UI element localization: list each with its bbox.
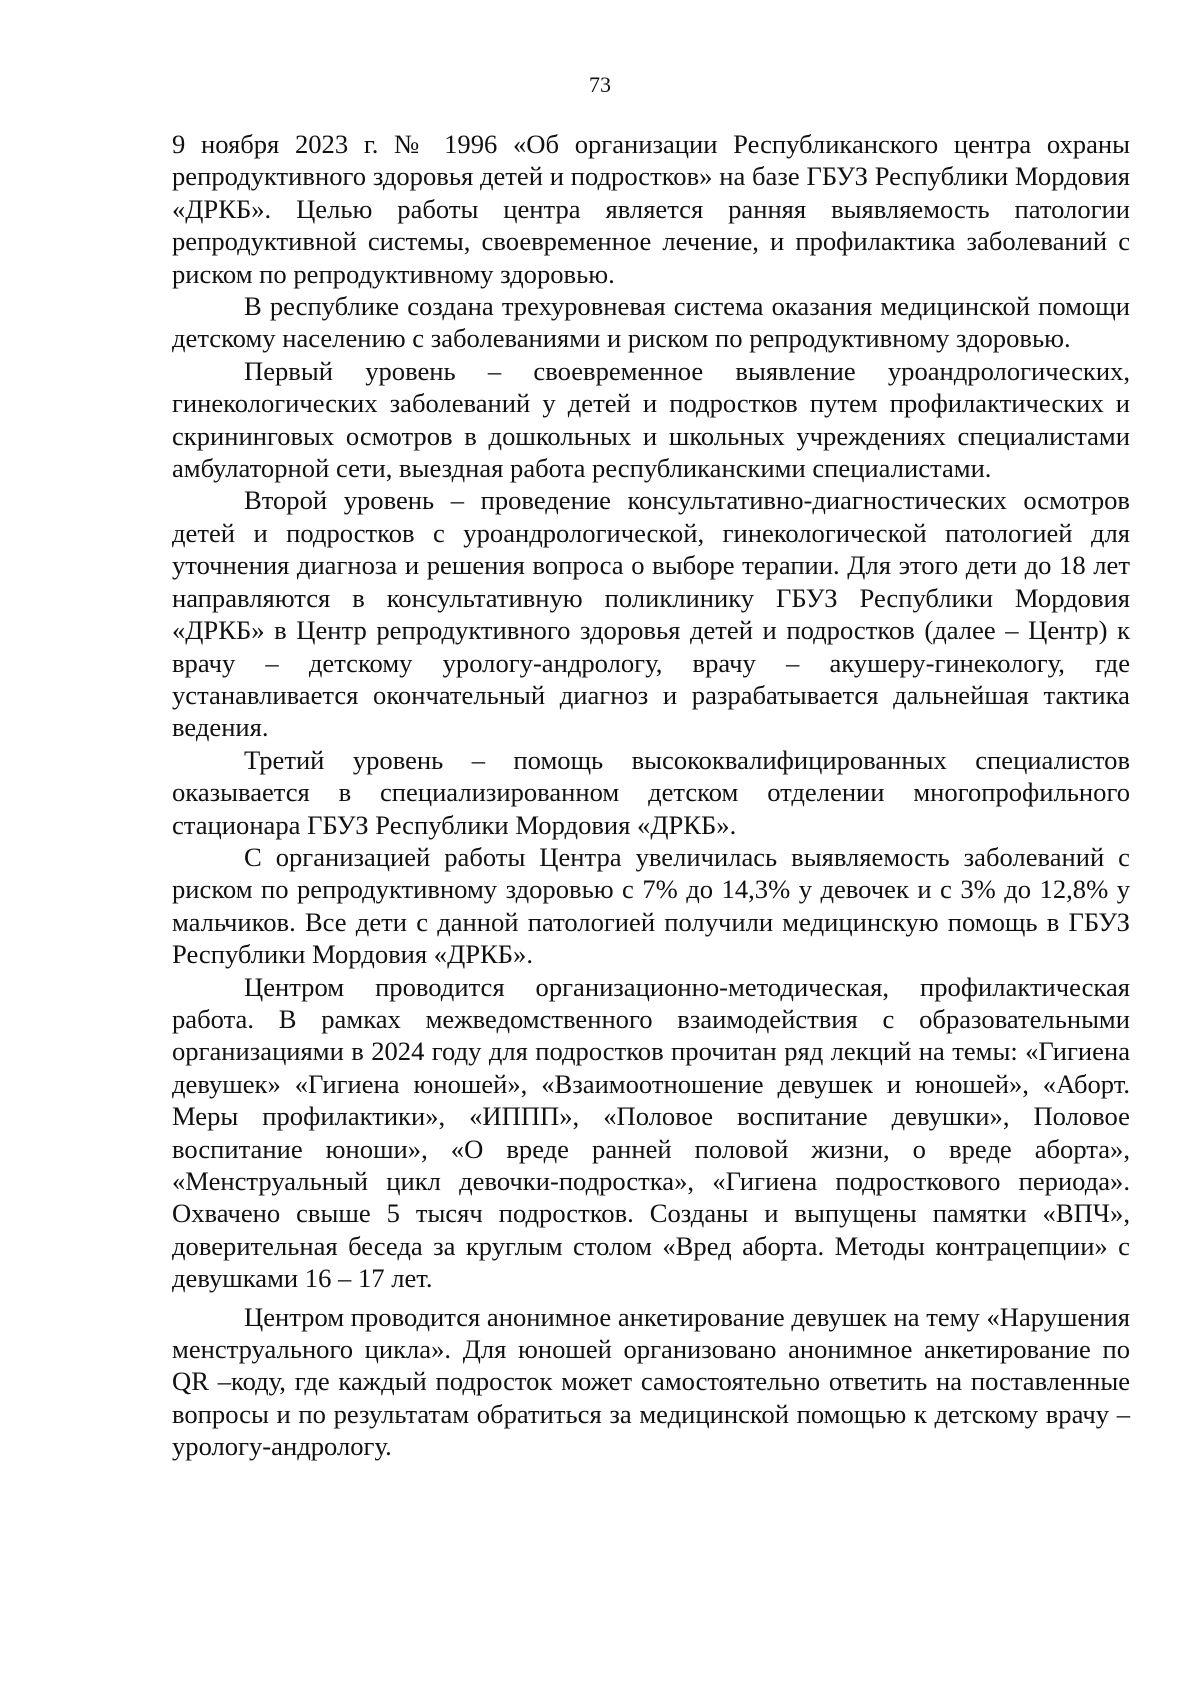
paragraph-methodical-work: Центром проводится организационно-методическая, профилактическая работа. В рамках межведомственного взаимодействия с образовательными организациями в 2024 году для подростков прочитан ряд лекций на темы: «Гигиена девушек» «Гигиена юношей», «Взаимоотношение девушек и юношей», «Аборт. Меры профилактики», «ИППП», «Половое воспитание девушки», Половое воспитание юноши», «О вреде ранней половой жизни, о вреде аборта», «Менструальный цикл девочки-подростка», «Гигиена подросткового периода». Охвачено свыше 5 тысяч подростков. Созданы и выпущены памятки «ВПЧ», доверительная беседа за круглым столом «Вред аборта. Методы контрацепции» с девушками 16 – 17 лет. [172,971,1130,1294]
paragraph-third-level: Третий уровень – помощь высококвалифицированных специалистов оказывается в специализированном детском отделении многопрофильного стационара ГБУЗ Республики Мордовия «ДРКБ». [172,744,1130,840]
paragraph-first-level: Первый уровень – своевременное выявление уроандрологических, гинекологических заболеваний у детей и подростков путем профилактических и скрининговых осмотров в дошкольных и школьных учреждениях специалистами амбулаторной сети, выездная работа республиканскими специалистами. [172,355,1130,484]
document-body [172,128,1130,1463]
paragraph-second-level: Второй уровень – проведение консультативно-диагностических осмотров детей и подростков с уроандрологической, гинекологической патологией для уточнения диагноза и решения вопроса о выборе терапии. Для этого дети до 18 лет направляются в консультативную поликлинику ГБУЗ Республики Мордовия «ДРКБ» в Центр репродуктивного здоровья детей и подростков (далее – Центр) к врачу – детскому урологу-андрологу, врачу – акушеру-гинекологу, где устанавливается окончательный диагноз и разрабатывается дальнейшая тактика ведения. [172,485,1130,743]
paragraph-anonymous-survey: Центром проводится анонимное анкетирование девушек на тему «Нарушения менструального цикла». Для юношей организовано анонимное анкетирование по QR –коду, где каждый подросток может самостоятельно ответить на поставленные вопросы и по результатам обратиться за медицинской помощью к детскому врачу – урологу-андрологу. [172,1301,1130,1462]
paragraph-three-level-system: В республике создана трехуровневая система оказания медицинской помощи детскому населению с заболеваниями и риском по репродуктивному здоровью. [172,291,1130,354]
paragraph-detection-rates: С организацией работы Центра увеличилась выявляемость заболеваний с риском по репродуктивному здоровью с 7% до 14,3% у девочек и с 3% до 12,8% у мальчиков. Все дети с данной патологией получили медицинскую помощь в ГБУЗ Республики Мордовия «ДРКБ». [172,841,1130,970]
paragraph-order-reference: 9 ноября 2023 г. № 1996 «Об организации Республиканского центра охраны репродуктивного здоровья детей и подростков» на базе ГБУЗ Республики Мордовия «ДРКБ». Целью работы центра является ранняя выявляемость патологии репродуктивной системы, своевременное лечение, и профилактика заболеваний с риском по репродуктивному здоровью. [172,129,1130,289]
page-number: 73 [589,72,611,97]
